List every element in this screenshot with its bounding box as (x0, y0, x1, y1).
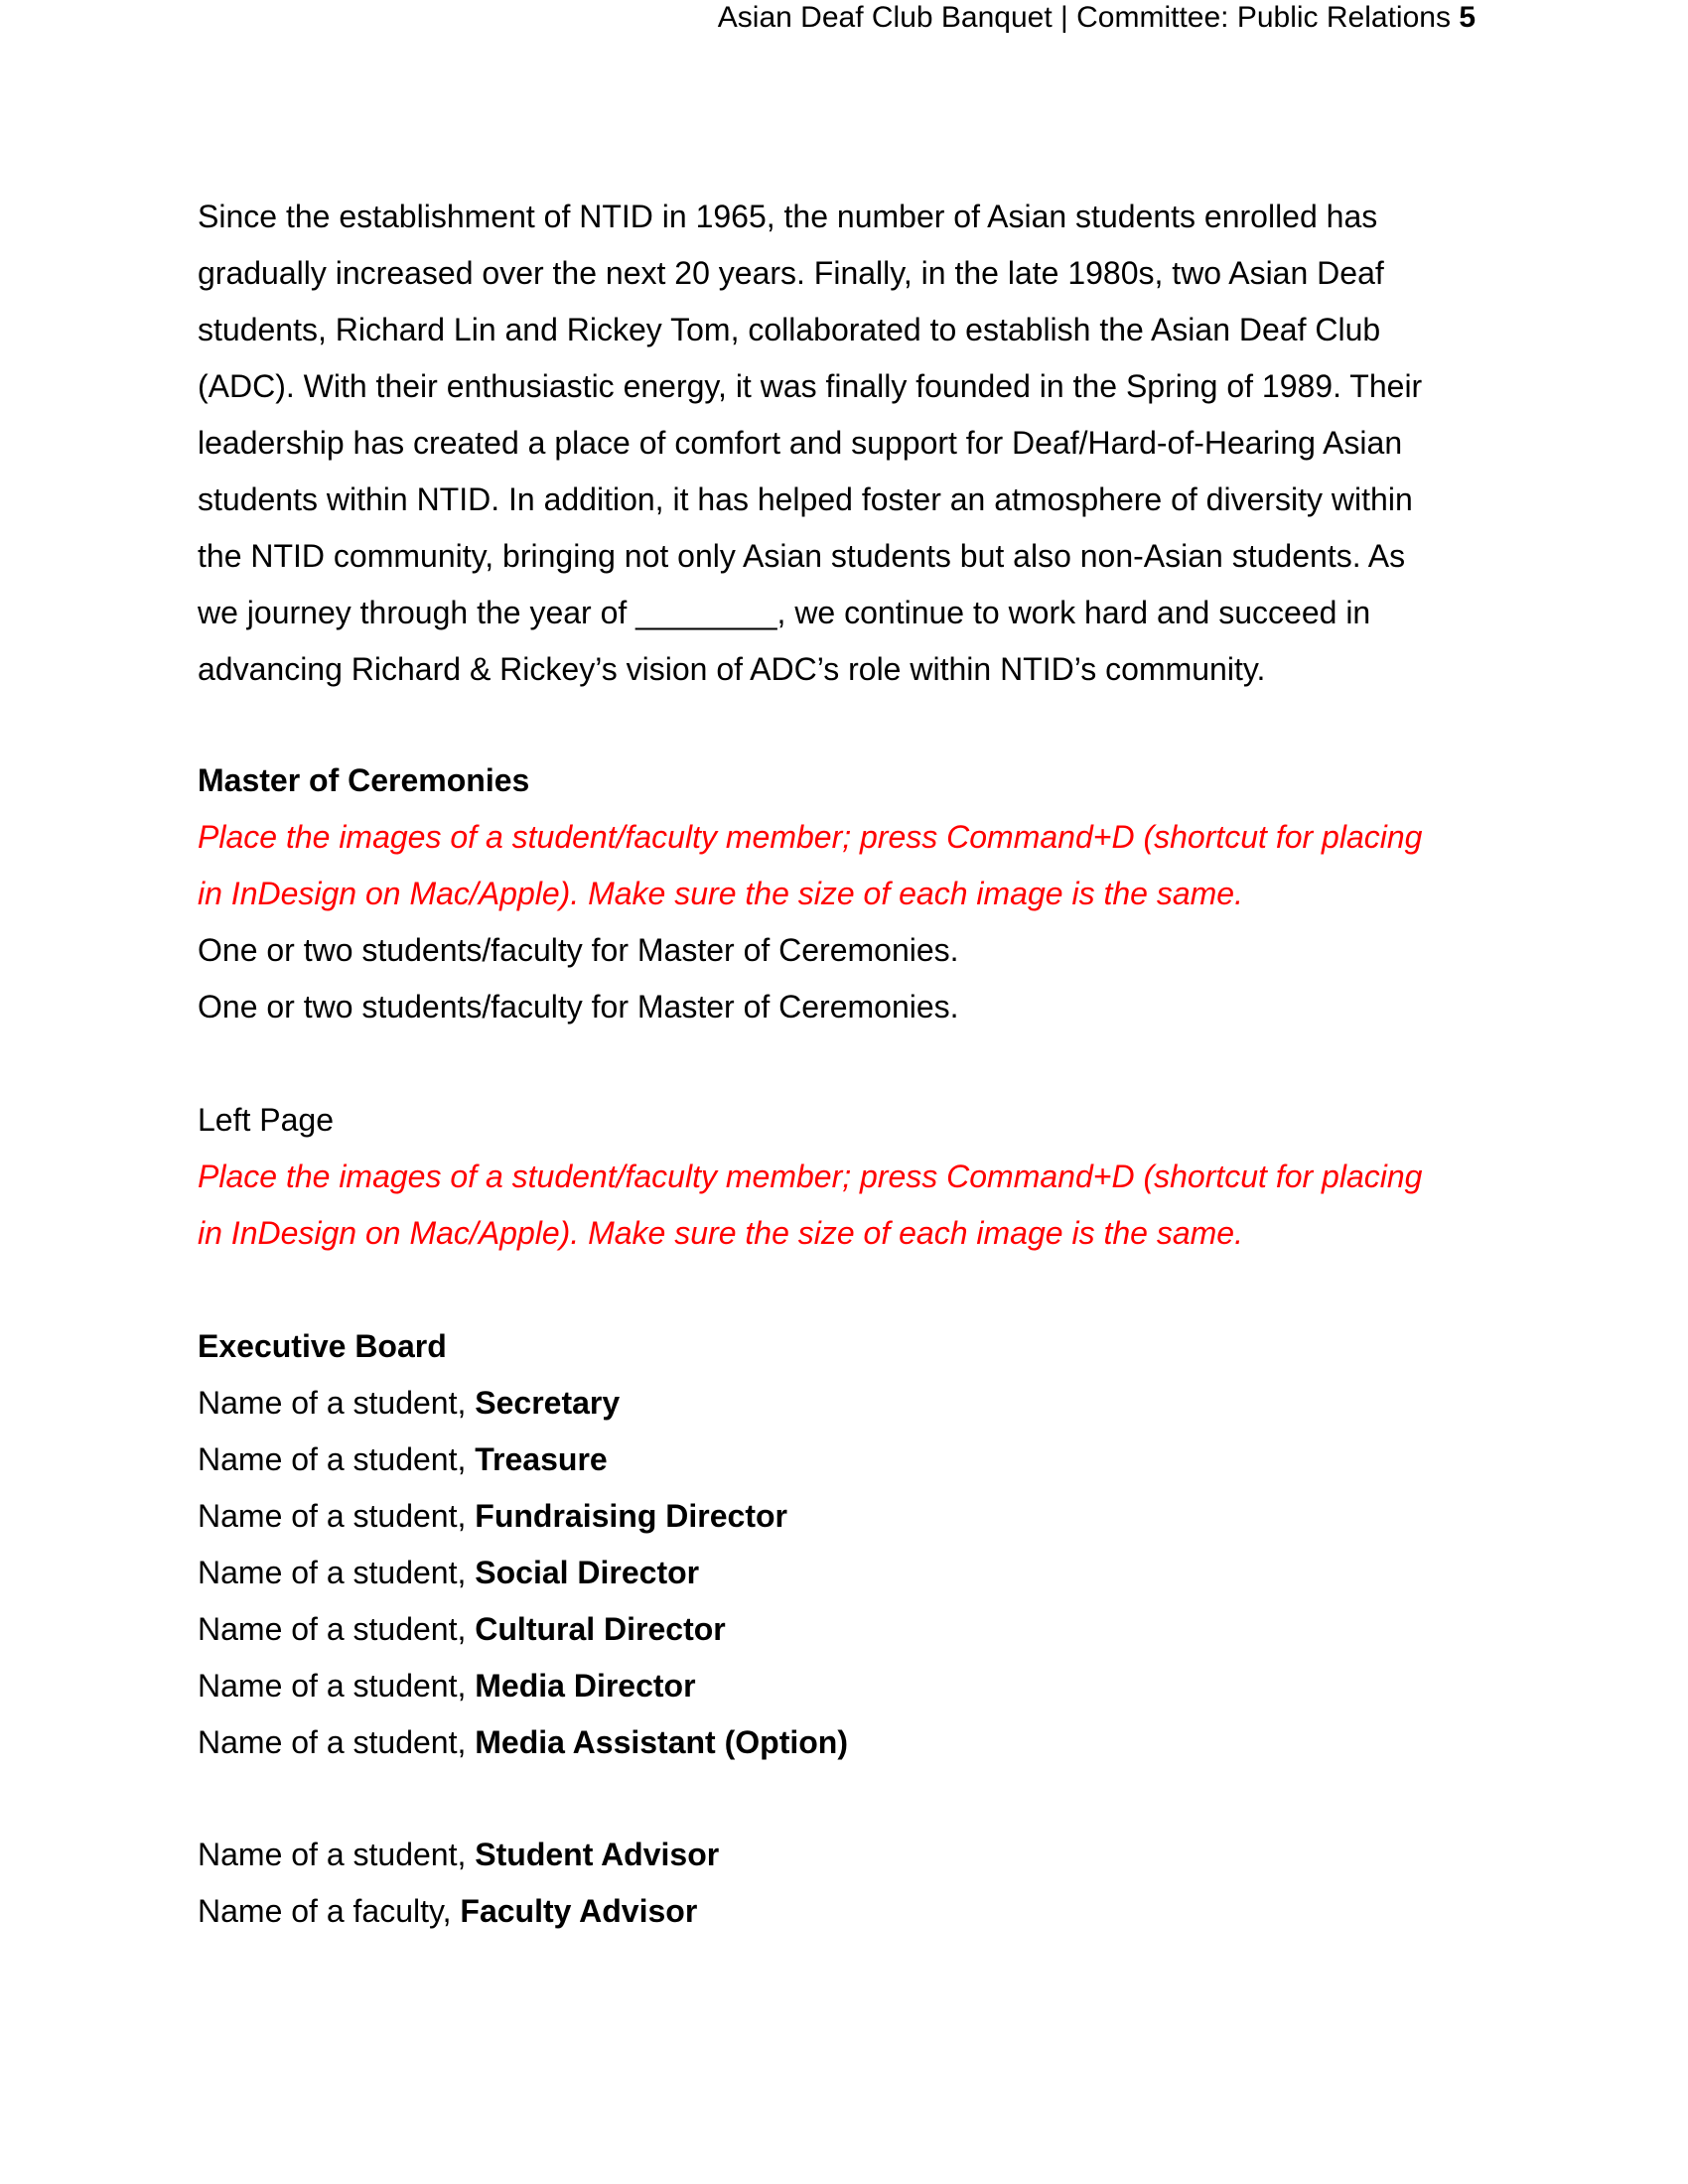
advisor-role: Student Advisor (475, 1837, 720, 1872)
member-line (198, 1375, 848, 1432)
member-name: Name of a student, (198, 1555, 476, 1590)
member-line (198, 1545, 848, 1601)
master-of-ceremonies-section (198, 752, 1422, 1035)
advisor-line (198, 1827, 719, 1883)
member-role: Treasure (475, 1441, 608, 1477)
intro-line: leadership has created a place of comfort and support for Deaf/Hard-of-Hearing Asian (198, 425, 1403, 461)
instruction-line: Place the images of a student/faculty member; press Command+D (shortcut for placing (198, 1159, 1423, 1194)
left-page-section (198, 1092, 1422, 1262)
member-name: Name of a student, (198, 1498, 476, 1534)
member-role: Fundraising Director (475, 1498, 787, 1534)
advisor-name: Name of a student, (198, 1837, 476, 1872)
advisor-role: Faculty Advisor (460, 1893, 698, 1929)
intro-line: students within NTID. In addition, it has helped foster an atmosphere of diversity within (198, 481, 1413, 517)
intro-line: students, Richard Lin and Rickey Tom, collaborated to establish the Asian Deaf Club (198, 312, 1381, 347)
member-role: Cultural Director (475, 1611, 726, 1647)
member-role: Social Director (475, 1555, 700, 1590)
mc-entry: One or two students/faculty for Master of Ceremonies. (198, 989, 959, 1024)
member-name: Name of a student, (198, 1724, 476, 1760)
member-name: Name of a student, (198, 1668, 476, 1704)
member-role: Media Director (475, 1668, 696, 1704)
member-line (198, 1658, 848, 1714)
executive-board-section (198, 1318, 848, 1771)
intro-line: Since the establishment of NTID in 1965, the number of Asian students enrolled has (198, 199, 1378, 234)
member-name: Name of a student, (198, 1611, 476, 1647)
section-heading: Left Page (198, 1102, 334, 1138)
instruction-line: in InDesign on Mac/Apple). Make sure the size of each image is the same. (198, 876, 1243, 911)
intro-line: advancing Richard & Rickey’s vision of ADC’s role within NTID’s community. (198, 651, 1266, 687)
member-role: Secretary (475, 1385, 621, 1421)
advisors-section (198, 1827, 719, 1940)
member-name: Name of a student, (198, 1441, 476, 1477)
member-line (198, 1432, 848, 1488)
advisor-line (198, 1883, 719, 1940)
member-line (198, 1714, 848, 1771)
member-role: Media Assistant (Option) (475, 1724, 848, 1760)
intro-paragraph (198, 189, 1422, 698)
page-header (718, 0, 1476, 36)
instruction-line: in InDesign on Mac/Apple). Make sure the size of each image is the same. (198, 1215, 1243, 1251)
intro-line: the NTID community, bringing not only Asian students but also non-Asian students. As (198, 538, 1406, 574)
instruction-line: Place the images of a student/faculty member; press Command+D (shortcut for placing (198, 819, 1423, 855)
member-line (198, 1601, 848, 1658)
intro-line: gradually increased over the next 20 years. Finally, in the late 1980s, two Asian Deaf (198, 255, 1384, 291)
mc-entry: One or two students/faculty for Master of Ceremonies. (198, 932, 959, 968)
intro-line: we journey through the year of ________, we continue to work hard and succeed in (198, 595, 1371, 630)
intro-line: (ADC). With their enthusiastic energy, it was finally founded in the Spring of 1989. Their (198, 368, 1423, 404)
section-heading: Executive Board (198, 1328, 447, 1364)
page-number: 5 (1459, 1, 1476, 34)
member-name: Name of a student, (198, 1385, 476, 1421)
member-line (198, 1488, 848, 1545)
section-heading: Master of Ceremonies (198, 762, 530, 798)
advisor-name: Name of a faculty, (198, 1893, 461, 1929)
header-title: Asian Deaf Club Banquet | Committee: Public Relations (717, 1, 1451, 34)
